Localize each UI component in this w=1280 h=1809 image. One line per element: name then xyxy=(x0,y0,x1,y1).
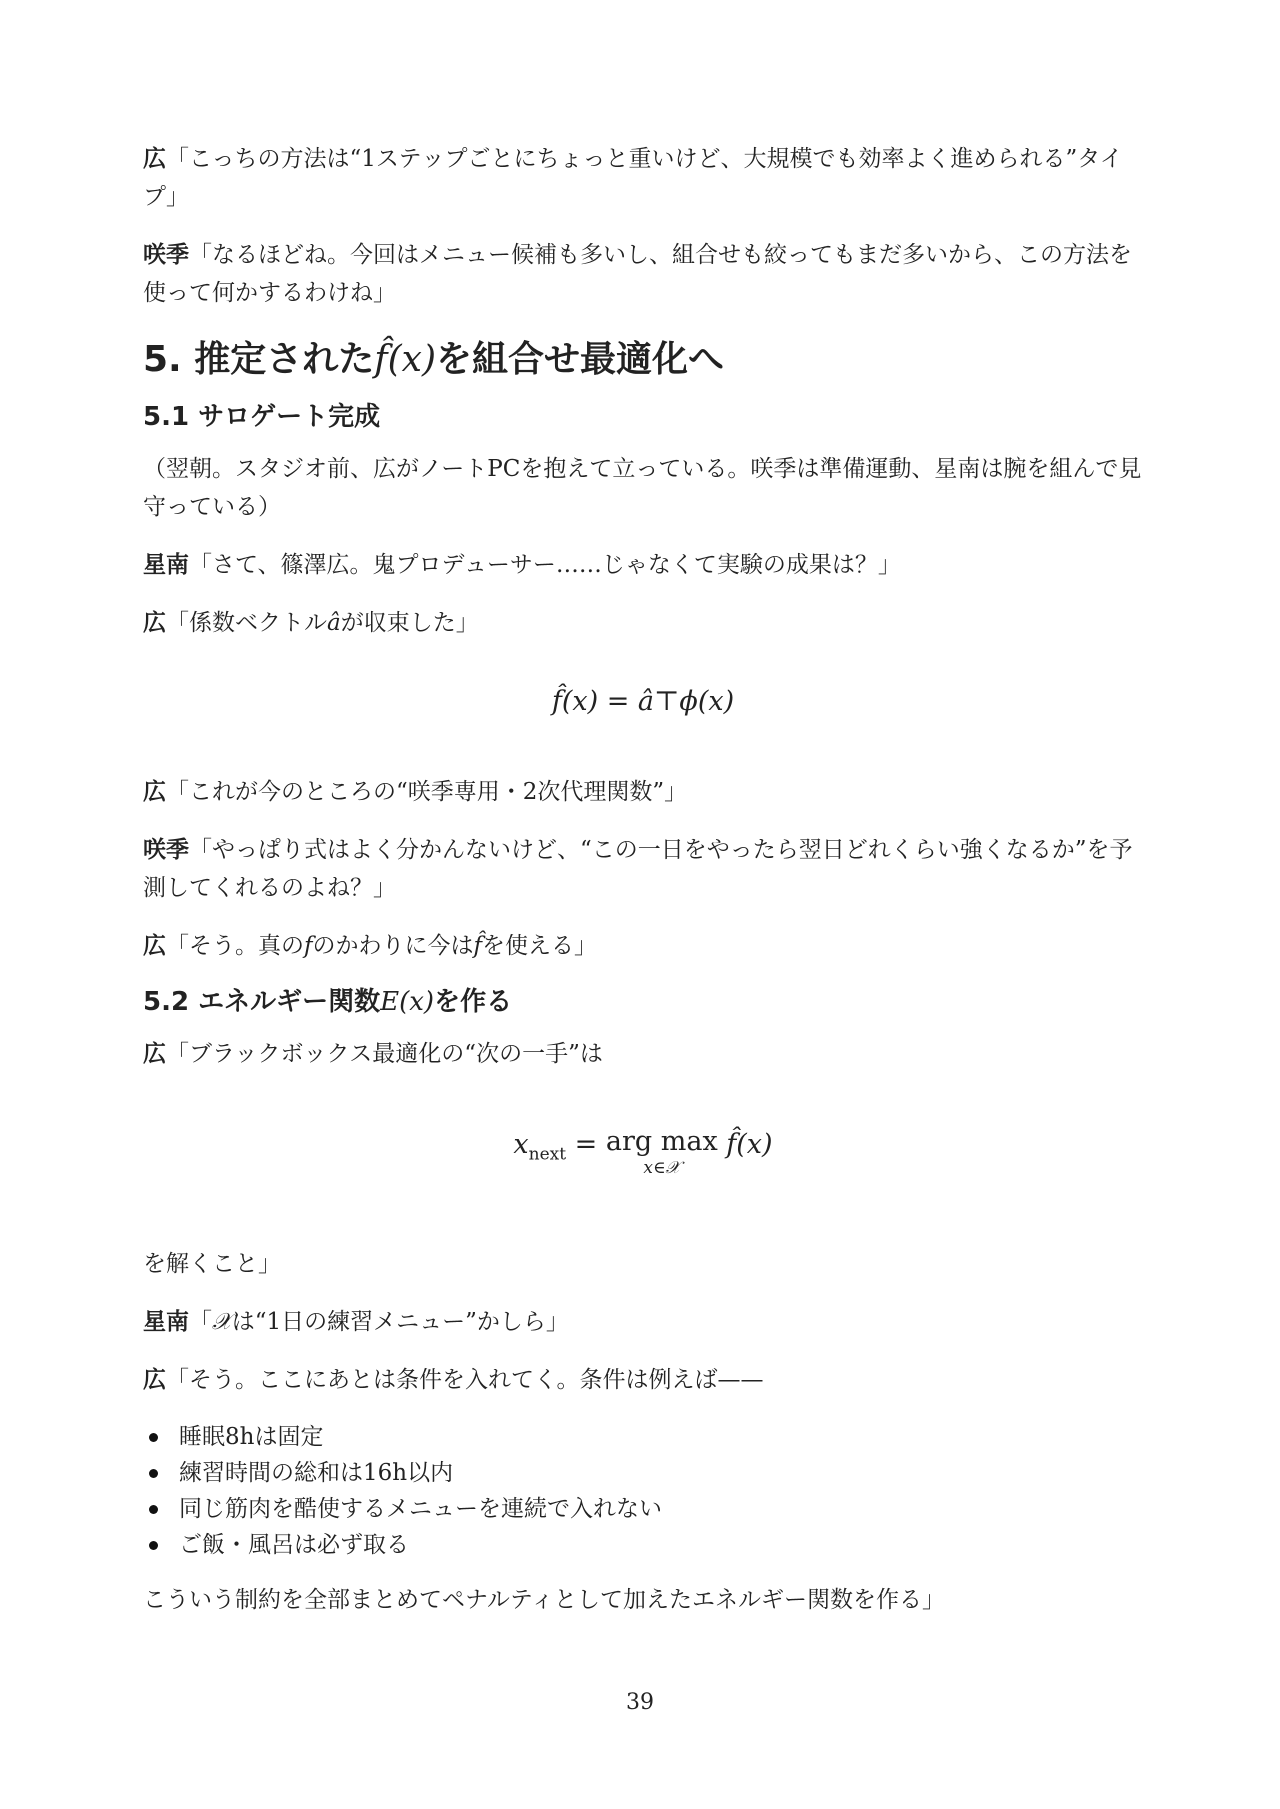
speaker-name: 広 xyxy=(143,610,166,636)
constraint-list xyxy=(143,1419,1143,1563)
list-item: ご飯・風呂は必ず取る xyxy=(143,1527,1143,1563)
speaker-name: 広 xyxy=(143,1367,166,1393)
subsection-heading xyxy=(143,985,1143,1019)
speaker-name: 広 xyxy=(143,1041,166,1067)
dialogue-text: 「そう。真の xyxy=(166,933,304,959)
math-inline: f xyxy=(304,933,313,959)
speaker-name: 広 xyxy=(143,146,166,172)
heading-text: を作る xyxy=(434,987,513,1017)
dialogue-text: が収束した」 xyxy=(340,610,479,636)
dialogue-line xyxy=(143,1361,1143,1399)
math-inline: â xyxy=(327,610,341,636)
list-item: 同じ筋肉を酷使するメニューを連続で入れない xyxy=(143,1491,1143,1527)
subsection-heading: 5.1 サロゲート完成 xyxy=(143,402,381,432)
argmax-label: arg max xyxy=(605,1126,718,1157)
paragraph-continuation: こういう制約を全部まとめてペナルティとして加えたエネルギー関数を作る」 xyxy=(143,1587,946,1613)
dialogue-text: を使える」 xyxy=(482,933,598,959)
math-var: x xyxy=(513,1129,529,1160)
math-inline: 𝒳 xyxy=(212,1309,232,1335)
speaker-name: 星南 xyxy=(143,552,189,578)
heading-text: を組合せ最適化へ xyxy=(435,339,724,380)
document-page xyxy=(143,140,1143,1639)
speaker-name: 広 xyxy=(143,779,166,805)
math-inline: f̂ xyxy=(473,933,483,959)
list-item: 練習時間の総和は16h以内 xyxy=(143,1455,1143,1491)
dialogue-line xyxy=(143,604,1143,642)
math-subscript: next xyxy=(528,1144,567,1165)
math-operator: = xyxy=(566,1129,606,1160)
heading-text: 5.2 エネルギー関数 xyxy=(143,987,381,1017)
dialogue-text: 「やっぱり式はよく分かんないけど、“この一日をやったら翌日どれくらい強くなるか”を予測してくれるのよね？」 xyxy=(143,837,1133,901)
list-item: 睡眠8hは固定 xyxy=(143,1419,1143,1455)
dialogue-line xyxy=(143,831,1143,907)
dialogue-text: は“1日の練習メニュー”かしら」 xyxy=(231,1309,569,1335)
dialogue-text: 「さて、篠澤広。鬼プロデューサー……じゃなくて実験の成果は？」 xyxy=(189,552,901,578)
page-number: 39 xyxy=(626,1690,654,1715)
argmax-operator xyxy=(605,1126,718,1181)
dialogue-text: 「 xyxy=(189,1309,212,1335)
speaker-name: 咲季 xyxy=(143,242,189,268)
dialogue-line xyxy=(143,236,1143,312)
math-inline: E(x) xyxy=(380,987,435,1017)
dialogue-line xyxy=(143,546,1143,584)
display-equation xyxy=(143,1126,1143,1181)
speaker-name: 広 xyxy=(143,933,166,959)
dialogue-line xyxy=(143,1035,1143,1073)
speaker-name: 咲季 xyxy=(143,837,189,863)
dialogue-line xyxy=(143,927,1143,965)
dialogue-line xyxy=(143,773,1143,811)
dialogue-text: 「これが今のところの“咲季専用・2次代理関数”」 xyxy=(166,779,688,805)
stage-direction: （翌朝。スタジオ前、広がノートPCを抱えて立っている。咲季は準備運動、星南は腕を組んで見守っている） xyxy=(143,456,1142,520)
dialogue-text: 「こっちの方法は“1ステップごとにちょっと重いけど、大規模でも効率よく進められる”タイプ」 xyxy=(143,146,1123,210)
dialogue-text: 「なるほどね。今回はメニュー候補も多いし、組合せも絞ってもまだ多いから、この方法を使って何かするわけね」 xyxy=(143,242,1132,306)
heading-text: 5. 推定された xyxy=(143,339,375,380)
speaker-name: 星南 xyxy=(143,1309,189,1335)
dialogue-text: 「係数ベクトル xyxy=(166,610,327,636)
display-equation: f̂(x) = â⊤ϕ(x) xyxy=(551,686,735,717)
dialogue-line xyxy=(143,1303,1143,1341)
math-expression: f̂(x) xyxy=(717,1129,773,1160)
argmax-subscript: x∈𝒳 xyxy=(643,1158,681,1178)
dialogue-text: 「ブラックボックス最適化の“次の一手”は xyxy=(166,1041,603,1067)
math-inline: f̂(x) xyxy=(374,339,436,380)
dialogue-text: 「そう。ここにあとは条件を入れてく。条件は例えば—— xyxy=(166,1367,764,1393)
dialogue-text: のかわりに今は xyxy=(312,933,474,959)
dialogue-line xyxy=(143,140,1143,216)
paragraph-continuation: を解くこと」 xyxy=(143,1251,281,1277)
section-heading xyxy=(143,338,1143,382)
